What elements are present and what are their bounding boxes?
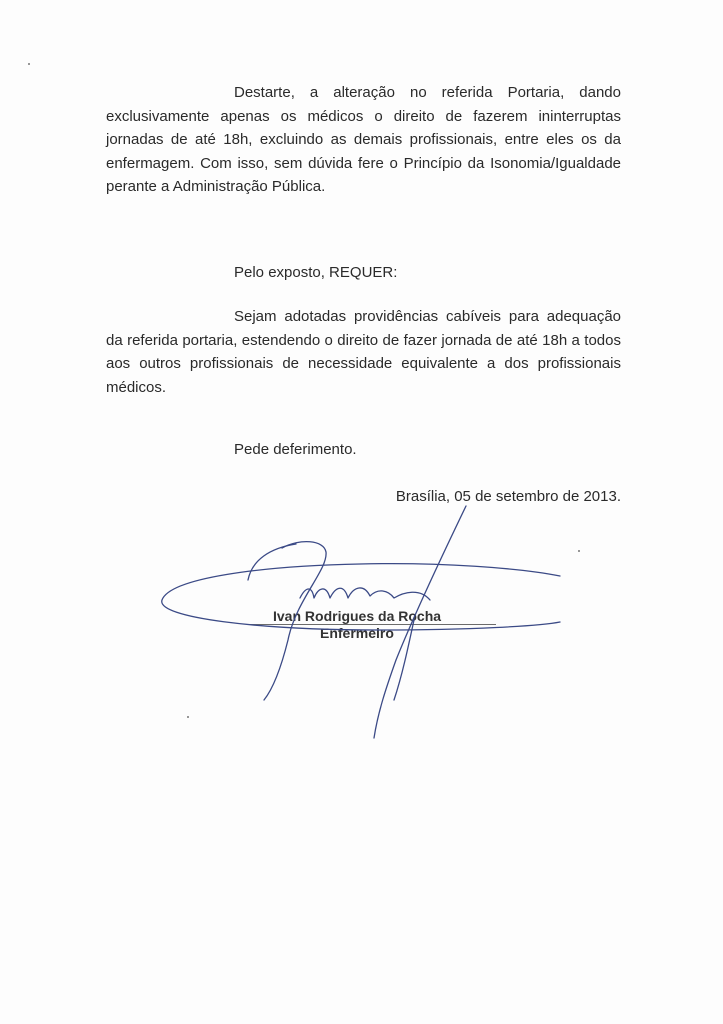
- signature-wave-stroke: [300, 588, 430, 600]
- body-paragraph-isonomia: Destarte, a alteração no referida Portaria, dando exclusivamente apenas os médicos o direito de fazerem ininterruptas jornadas de até 18h, excluindo as demais profissionais, entre eles os da enfermagem. Com isso, sem dúvida fere o Princípio da Isonomia/Igualdade perante a Administração Pública.: [106, 84, 621, 196]
- date-line: Brasília, 05 de setembro de 2013.: [395, 488, 621, 505]
- body-paragraph-request: Sejam adotadas providências cabíveis para adequação da referida portaria, estendendo o direito de fazer jornada de até 18h a todos aos outros profissionais de necessidade equivalente a dos profissionais médicos.: [106, 308, 621, 396]
- signer-name: Ivan Rodrigues da Rocha: [273, 608, 442, 624]
- signature-initial-top-stroke: [248, 544, 296, 580]
- signer-role: Enfermeiro: [320, 625, 394, 641]
- scan-speck: [28, 63, 30, 65]
- scan-speck: [187, 716, 189, 718]
- scan-speck: [578, 550, 580, 552]
- request-intro: Pelo exposto, REQUER:: [234, 264, 398, 281]
- closing-line: Pede deferimento.: [234, 441, 357, 458]
- signature-tail-stroke: [394, 620, 414, 700]
